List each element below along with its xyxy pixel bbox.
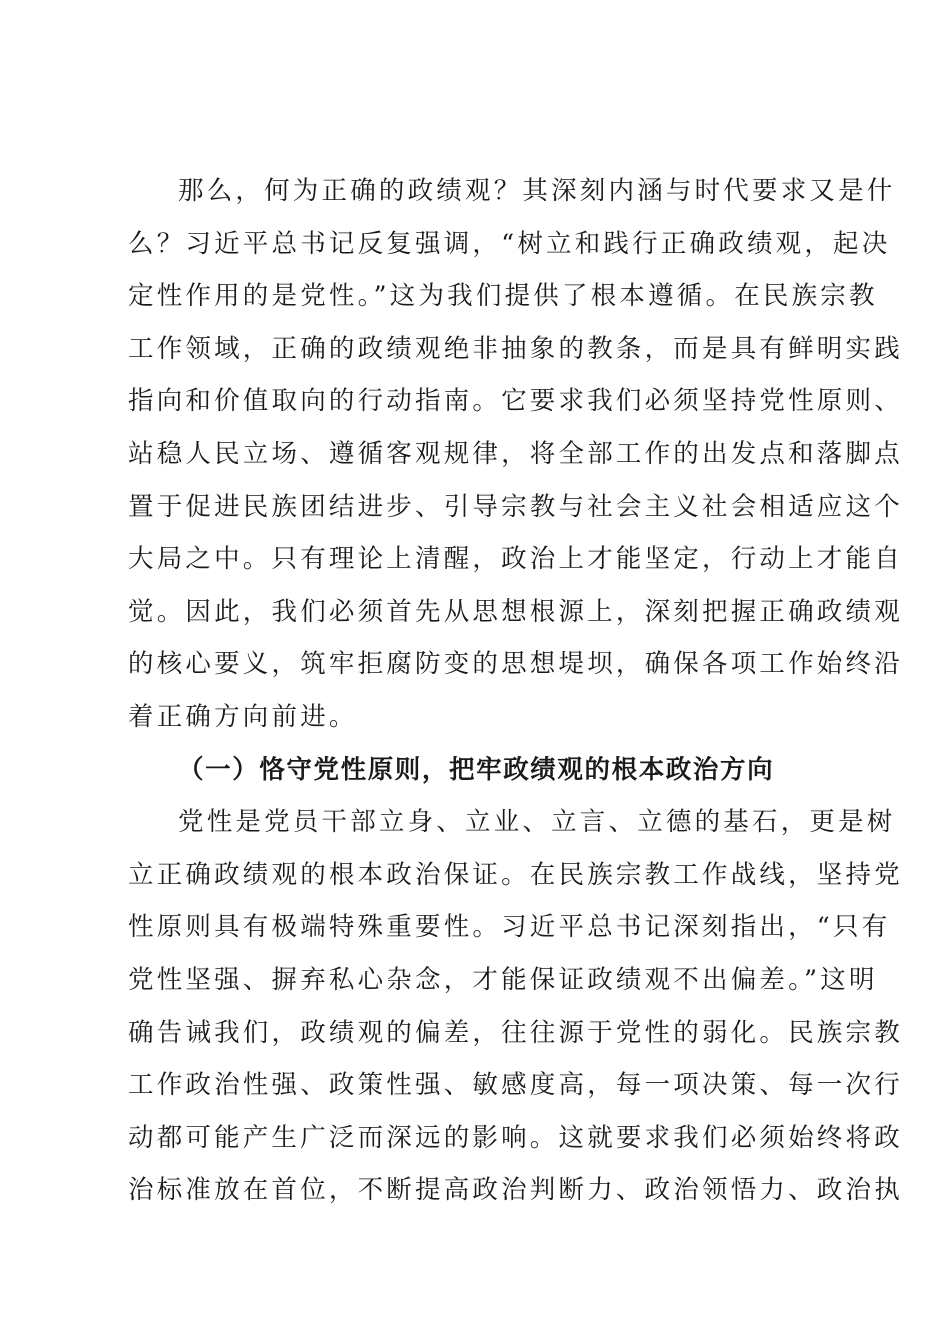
paragraph-line: 工作领域，正确的政绩观绝非抽象的教条，而是具有鲜明实践 bbox=[128, 333, 903, 364]
paragraph-intro bbox=[128, 165, 903, 744]
paragraph-line: 大局之中。只有理论上清醒，政治上才能坚定，行动上才能自 bbox=[128, 544, 903, 575]
paragraph-line: 站稳人民立场、遵循客观规律，将全部工作的出发点和落脚点 bbox=[128, 438, 903, 469]
paragraph-line: 的核心要义，筑牢拒腐防变的思想堤坝，确保各项工作始终沿 bbox=[128, 649, 903, 680]
paragraph-line: 党性坚强、摒弃私心杂念，才能保证政绩观不出偏差。”这明 bbox=[128, 964, 878, 995]
paragraph-line: 置于促进民族团结进步、引导宗教与社会主义社会相适应这个 bbox=[128, 491, 903, 522]
paragraph-line: 么？习近平总书记反复强调，“树立和践行正确政绩观，起决 bbox=[128, 228, 891, 259]
paragraph-line: 立正确政绩观的根本政治保证。在民族宗教工作战线，坚持党 bbox=[128, 859, 903, 890]
paragraph-line: 指向和价值取向的行动指南。它要求我们必须坚持党性原则、 bbox=[128, 386, 903, 417]
paragraph-line: 性原则具有极端特殊重要性。习近平总书记深刻指出，“只有 bbox=[128, 912, 891, 943]
paragraph-line: 党性是党员干部立身、立业、立言、立德的基石，更是树 bbox=[178, 807, 896, 838]
paragraph-line: 觉。因此，我们必须首先从思想根源上，深刻把握正确政绩观 bbox=[128, 596, 903, 627]
paragraph-line: 确告诫我们，政绩观的偏差，往往源于党性的弱化。民族宗教 bbox=[128, 1017, 903, 1048]
paragraph-line: 治标准放在首位，不断提高政治判断力、政治领悟力、政治执 bbox=[128, 1175, 903, 1206]
paragraph-party-spirit bbox=[128, 796, 903, 1217]
paragraph-line: 动都可能产生广泛而深远的影响。这就要求我们必须始终将政 bbox=[128, 1122, 903, 1153]
document-body bbox=[128, 165, 903, 1217]
section-heading: （一）恪守党性原则，把牢政绩观的根本政治方向 bbox=[178, 754, 775, 785]
paragraph-line: 那么，何为正确的政绩观？其深刻内涵与时代要求又是什 bbox=[178, 176, 896, 206]
paragraph-line: 定性作用的是党性。”这为我们提供了根本遵循。在民族宗教 bbox=[128, 281, 878, 312]
paragraph-line: 着正确方向前进。 bbox=[128, 701, 358, 732]
paragraph-line: 工作政治性强、政策性强、敏感度高，每一项决策、每一次行 bbox=[128, 1070, 903, 1101]
